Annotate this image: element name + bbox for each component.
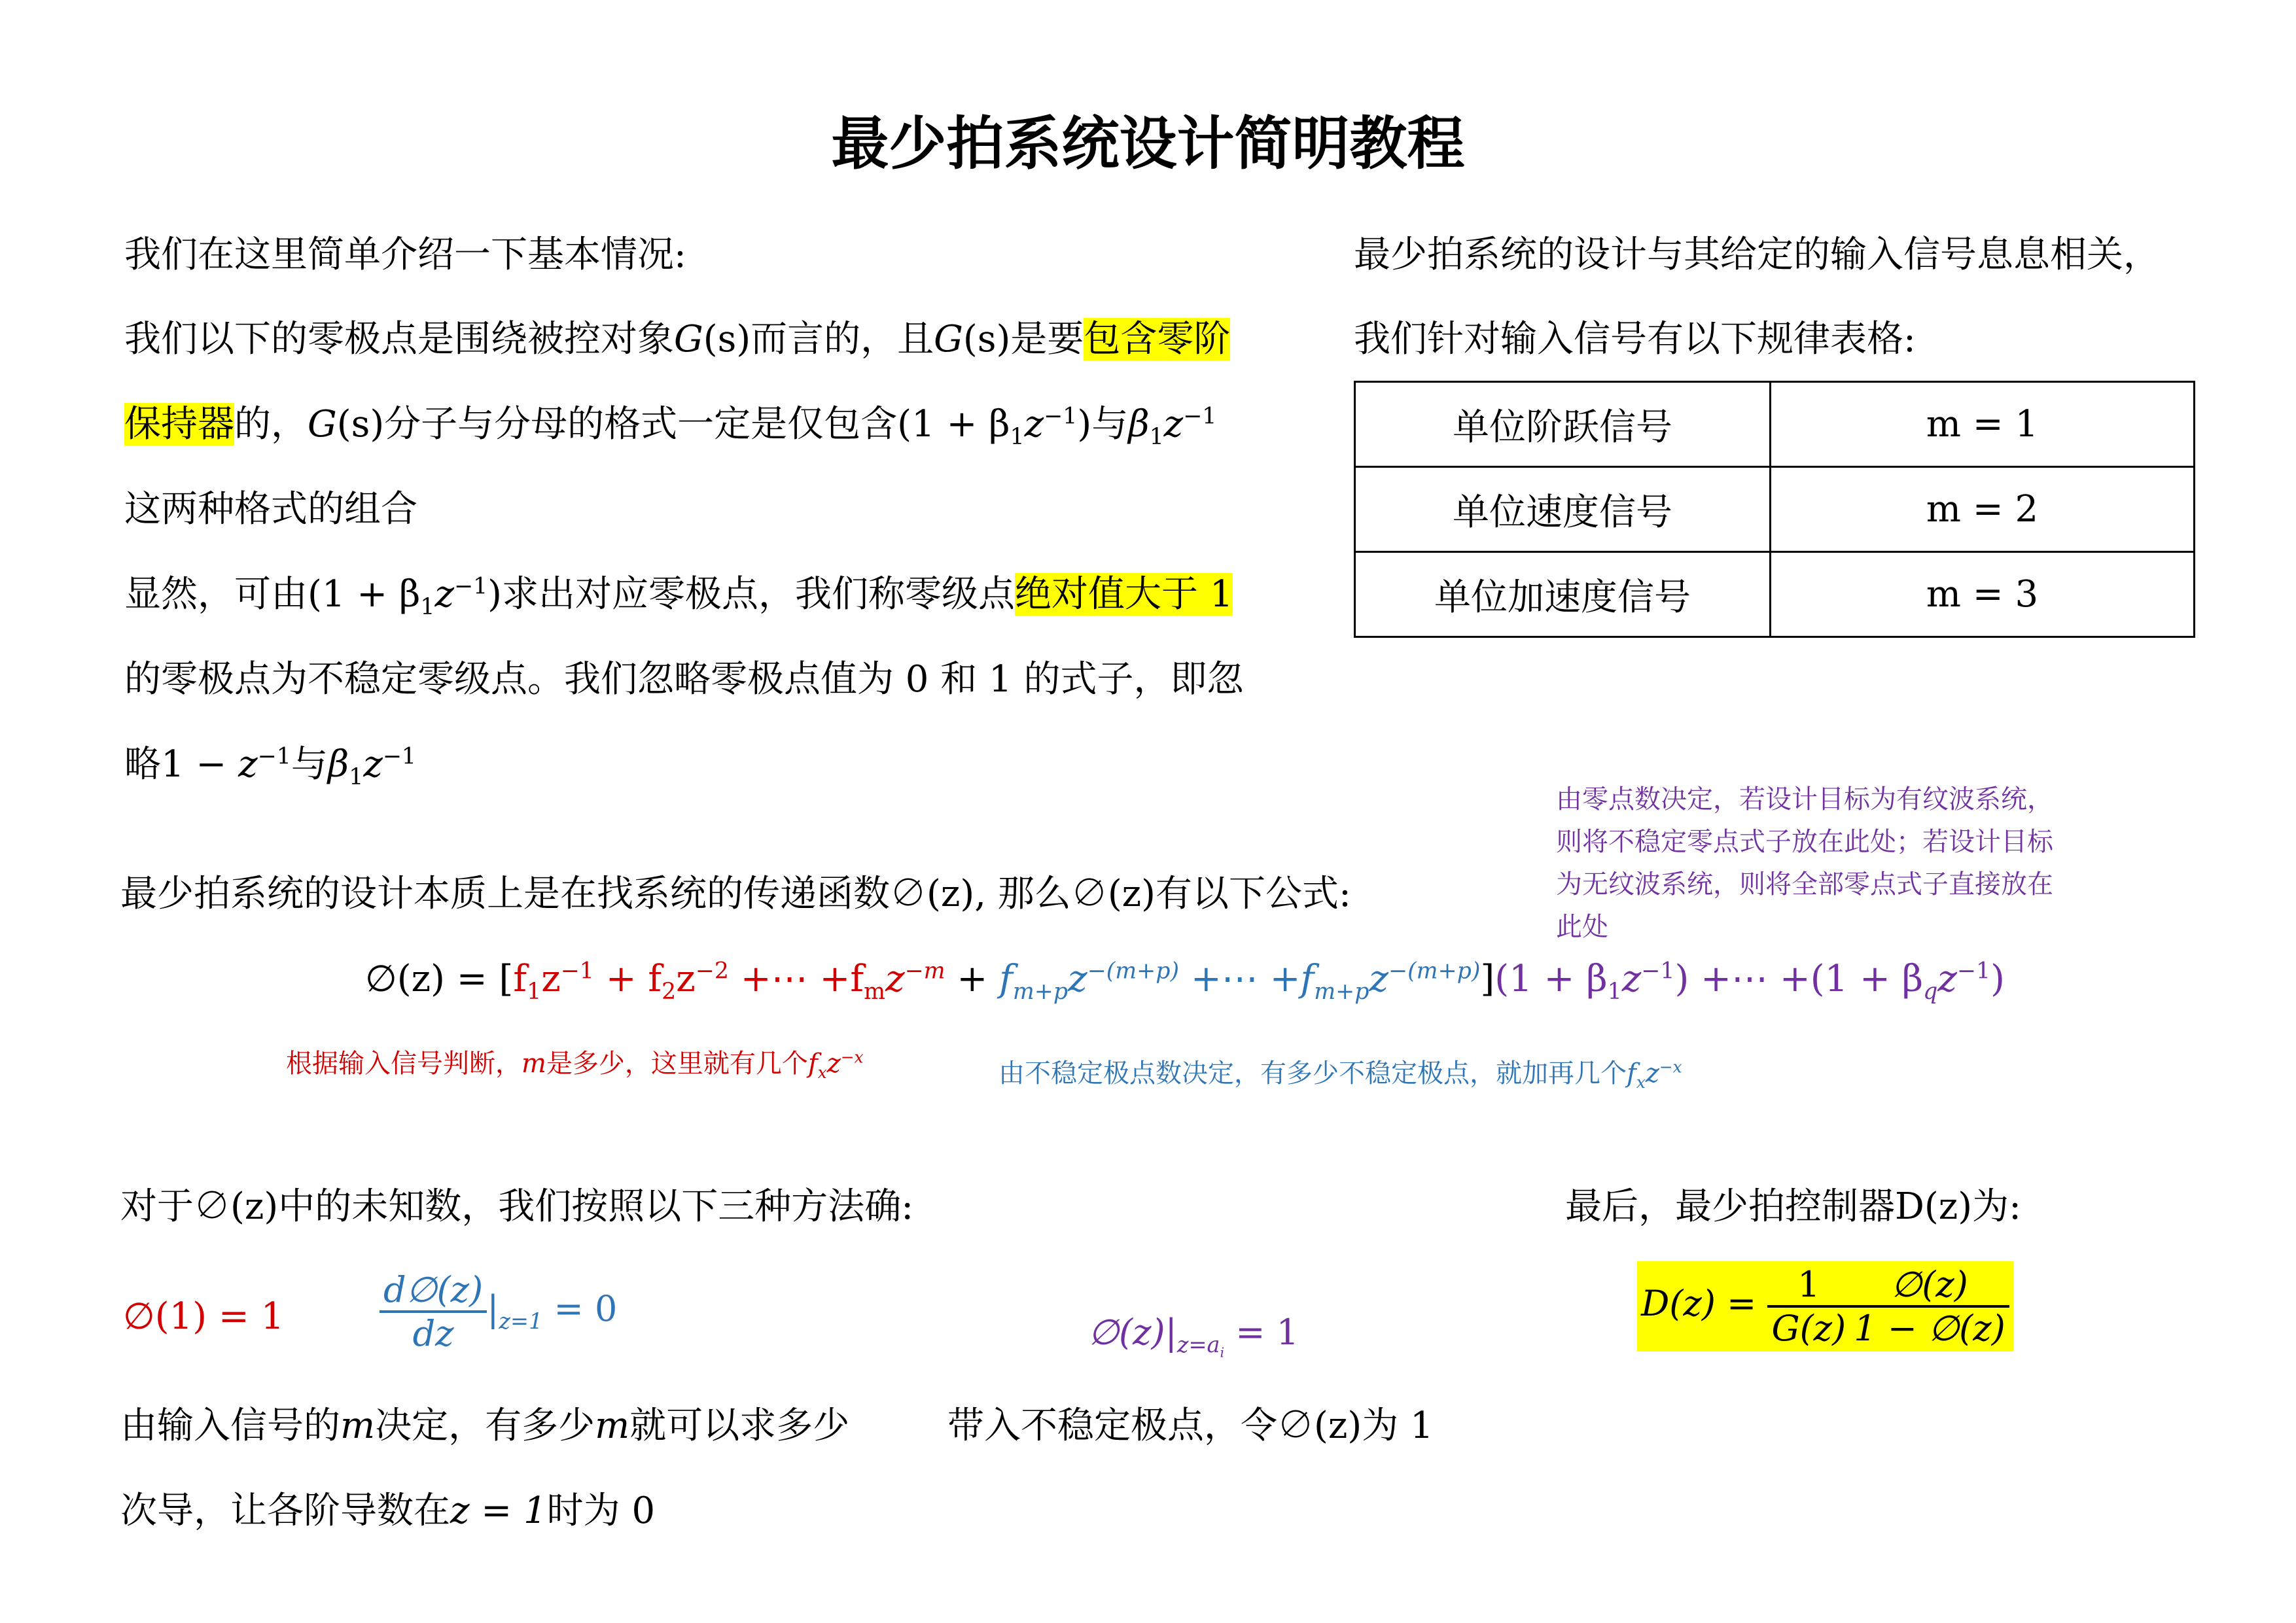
controller-label: 最后，最少拍控制器D(z)为: — [1565, 1185, 2021, 1228]
table-row — [1355, 552, 2195, 637]
signal-table — [1354, 381, 2195, 638]
zero-note: 由零点数决定，若设计目标为有纹波系统，则将不稳定零点式子放在此处；若设计目标为无纹波系统，则将全部零点式子直接放在此处 — [1556, 784, 2053, 942]
essence-line: 最少拍系统的设计本质上是在找系统的传递函数∅(z), 那么∅(z)有以下公式: — [120, 873, 1351, 915]
red-note: 根据输入信号判断，m是多少，这里就有几个$f_xz^{-x}$ — [286, 1047, 864, 1082]
condition-2: $\frac{d\emptyset(z)}{dz}$ $|_{z=1} = 0$ — [380, 1269, 617, 1354]
right-intro-line-2: 我们针对输入信号有以下规律表格: — [1354, 318, 1916, 360]
phi-formula: ∅(z) = [$f_1z^{-1} + f_2z^{-2}$ +⋯ $+f_mz^{-m} + f_{m+p}z^{-(m+p)}$ +⋯ $+f_{m+p}z^{-(m+p)}](1 + \beta_1z^{-1})$ +⋯ $+(1 + \beta_qz^{-1})$ — [365, 958, 2005, 1005]
signal-cell: 单位阶跃信号 — [1355, 382, 1771, 467]
m-cell: m = 1 — [1771, 382, 2195, 467]
explain-line-3: 次导，让各阶导数在z = 1时为 0 — [120, 1490, 656, 1532]
signal-cell: 单位速度信号 — [1355, 467, 1771, 552]
table-row — [1355, 467, 2195, 552]
condition-3: $\emptyset(z)|_{z=a_i} = 1$ — [1088, 1312, 1299, 1361]
explain-line-1: 由输入信号的m决定，有多少m就可以求多少 — [120, 1405, 850, 1447]
controller-formula: D(z) = $\frac{1}{G(z)}$ $\frac{\emptyset(z)}{1 - \emptyset(z)}$ — [1637, 1261, 2013, 1352]
intro-line-4: 这两种格式的组合 — [124, 488, 417, 531]
highlight-abs-gt-1: 绝对值大于 1 — [1015, 573, 1233, 616]
intro-line-7: 略$1 - z^{-1}$与$\beta_1z^{-1}$ — [124, 743, 417, 791]
explain-line-2: 带入不稳定极点，令∅(z)为 1 — [947, 1405, 1434, 1447]
condition-1: ∅(1) = 1 — [123, 1295, 285, 1338]
highlight-zoh: 包含零阶 — [1084, 318, 1231, 360]
page-title: 最少拍系统设计简明教程 — [831, 110, 1465, 177]
intro-line-5: 显然，可由$(1 + \beta_1z^{-1})$求出对应零极点，我们称零级点绝对值大于 1 — [124, 573, 1233, 621]
intro-line-1: 我们在这里简单介绍一下基本情况: — [124, 234, 686, 276]
intro-line-2: 我们以下的零极点是围绕被控对象G(s)而言的，且G(s)是要包含零阶 — [124, 318, 1231, 360]
m-cell: m = 2 — [1771, 467, 2195, 552]
m-cell: m = 3 — [1771, 552, 2195, 637]
blue-note: 由不稳定极点数决定，有多少不稳定极点，就加再几个$f_xz^{-x}$ — [998, 1057, 1682, 1092]
intro-line-3: 保持器的，G(s)分子与分母的格式一定是仅包含$(1 + \beta_1z^{-1})$与$\beta_1z^{-1}$ — [124, 403, 1217, 451]
signal-cell: 单位加速度信号 — [1355, 552, 1771, 637]
right-intro-line-1: 最少拍系统的设计与其给定的输入信号息息相关， — [1354, 234, 2160, 276]
unknowns-line: 对于∅(z)中的未知数，我们按照以下三种方法确: — [120, 1185, 914, 1228]
table-row — [1355, 382, 2195, 467]
intro-line-6: 的零极点为不稳定零级点。我们忽略零极点值为 0 和 1 的式子，即忽 — [124, 658, 1244, 701]
